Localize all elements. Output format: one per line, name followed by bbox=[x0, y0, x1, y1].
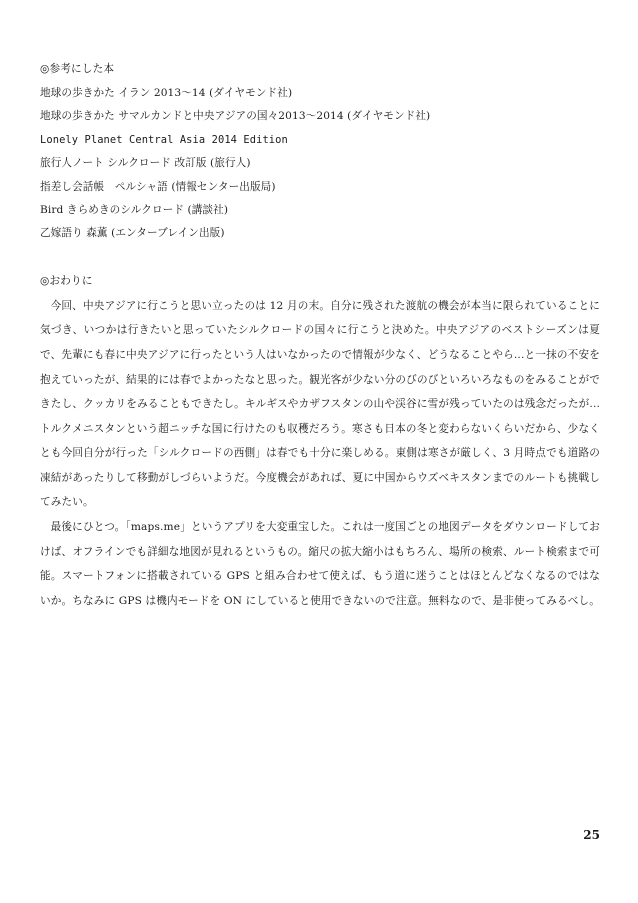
section-spacer bbox=[40, 246, 600, 268]
closing-paragraph-1: 今回、中央アジアに行こうと思い立ったのは 12 月の末。自分に残された渡航の機会が本当に限られていることに気づき、いつかは行きたいと思っていたシルクロードの国々に行こうと決めた。中央アジアのベストシーズンは夏で、先輩にも春に中央アジアに行ったという人はいなかったので情報が少なく、どうなることやら...と一抹の不安を抱えていったが、結果的には春でよかったなと思った。観光客が少ない分のびのびといろいろなものをみることができたし、クッカリをみることもできたし。キルギスやカザフスタンの山や渓谷に雪が残っていたのは残念だったが... トルクメニスタンという超ニッチな国に行けたのも収穫だろう。寒さも日本の冬と変わらないくらいだから、少なくとも今回自分が行った「シルクロードの西側」は春でも十分に楽しめる。東側は寒さが厳しく、3 月時点でも道路の凍結があったりして移動がしづらいようだ。今度機会があれば、夏に中国からウズベキスタンまでのルートも挑戦してみたい。 bbox=[40, 299, 600, 509]
reference-item: 地球の歩きかた サマルカンドと中央アジアの国々2013～2014 (ダイヤモンド社) bbox=[40, 110, 431, 123]
reference-item: 地球の歩きかた イラン 2013～14 (ダイヤモンド社) bbox=[40, 87, 293, 99]
reference-item: 旅行人ノート シルクロード 改訂版 (旅行人) bbox=[40, 157, 251, 170]
page-content bbox=[40, 56, 600, 613]
page-number: 25 bbox=[583, 828, 600, 842]
closing-heading: ◎おわりに bbox=[40, 274, 93, 287]
reference-item: Bird きらめきのシルクロード (講談社) bbox=[40, 203, 229, 216]
references-list bbox=[40, 82, 600, 246]
references-heading: ◎参考にした本 bbox=[40, 63, 115, 75]
reference-item: 乙嫁語り 森薫 (エンターブレイン出版) bbox=[40, 227, 225, 240]
reference-item: 指差し会話帳 ペルシャ語 (情報センター出版局) bbox=[40, 180, 276, 193]
closing-paragraph-2: 最後にひとつ。「maps.me」というアプリを大変重宝した。これは一度国ごとの地図データをダウンロードしておけば、オフラインでも詳細な地図が見れるというもの。縮尺の拡大縮小はもちろん、場所の検索、ルート検索まで可能。スマートフォンに搭載されている GPS と組み合わせて使えば、もう道に迷うことはほとんどなくなるのではないか。ちなみに GPS は機内モードを ON にしていると使用できないので注意。無料なので、是非使ってみるべし。 bbox=[40, 521, 600, 607]
reference-item: Lonely Planet Central Asia 2014 Edition bbox=[40, 133, 288, 146]
